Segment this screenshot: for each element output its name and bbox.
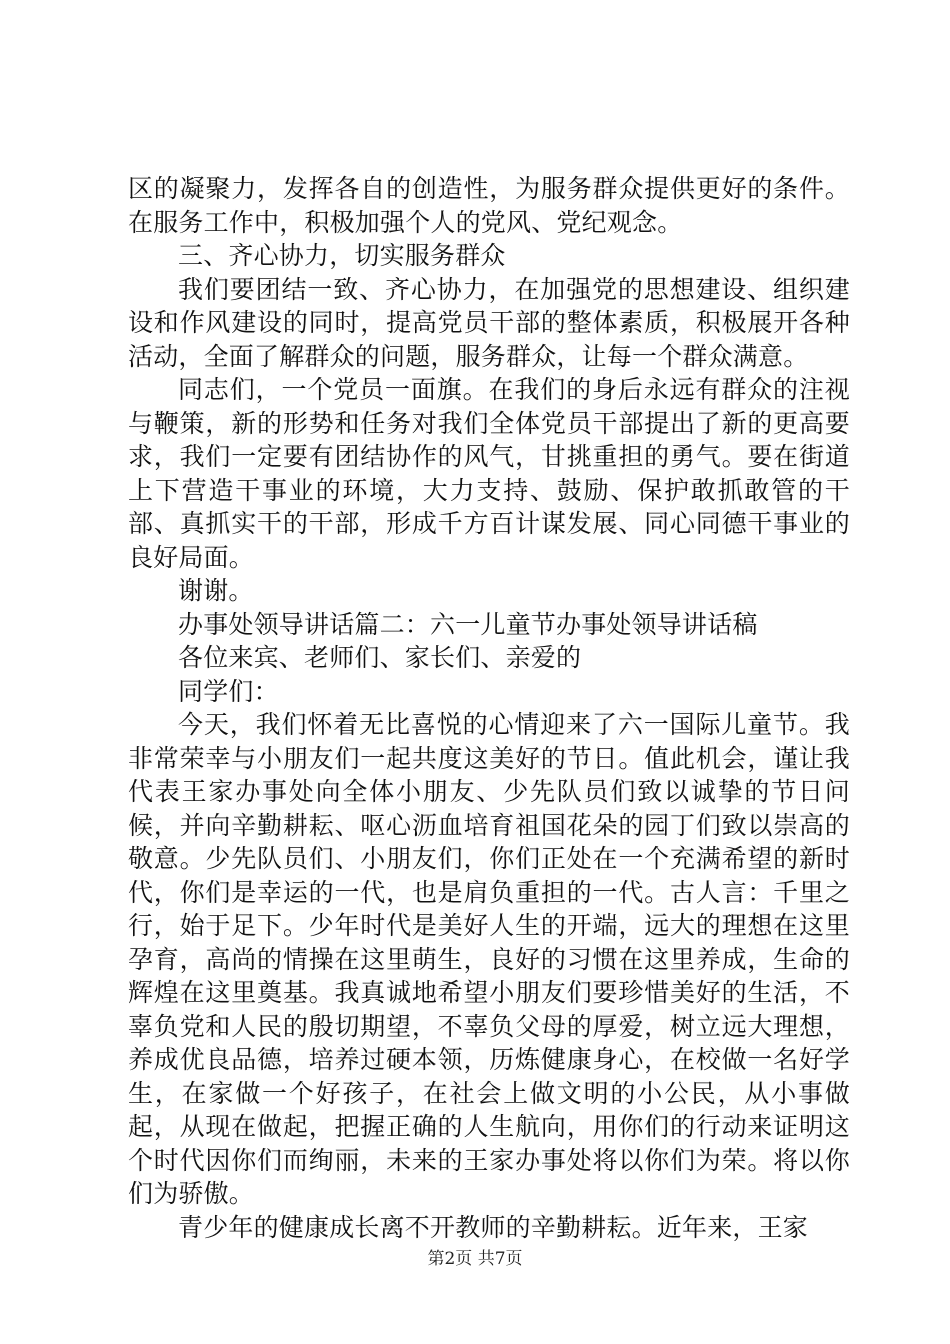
salutation-line-1: 各位来宾、老师们、家长们、亲爱的 xyxy=(178,643,582,672)
paragraph-4: 同志们，一个党员一面旗。在我们的身后永远有群众的注视与鞭策，新的形势和任务对我们全体党员干部提出了新的更高要求，我们一定要有团结协作的风气，甘挑重担的勇气。要在街道上下营造干事业的环境，大力支持、鼓励、保护敢抓敢管的干部、真抓实干的干部，形成千方百计谋发展、同心同德干事业的良好局面。 xyxy=(128,375,850,572)
section-heading: 三、齐心协力，切实服务群众 xyxy=(178,241,506,270)
paragraph-10: 青少年的健康成长离不开教师的辛勤耕耘。近年来，王家 xyxy=(178,1212,809,1242)
paragraph-9: 今天，我们怀着无比喜悦的心情迎来了六一国际儿童节。我非常荣幸与小朋友们一起共度这美好的节日。值此机会，谨让我代表王家办事处向全体小朋友、少先队员们致以诚挚的节日问候，并向辛勤耕耘、呕心沥血培育祖国花朵的园丁们致以崇高的敬意。少先队员们、小朋友们，你们正处在一个充满希望的新时代，你们是幸运的一代，也是肩负重担的一代。古人言：千里之行，始于足下。少年时代是美好人生的开端，远大的理想在这里孕育，高尚的情操在这里萌生，良好的习惯在这里养成，生命的辉煌在这里奠基。我真诚地希望小朋友们要珍惜美好的生活，不辜负党和人民的殷切期望，不辜负父母的厚爱，树立远大理想，养成优良品德，培养过硬本领，历炼健康身心，在校做一名好学生，在家做一个好孩子，在社会上做文明的小公民，从小事做起，从现在做起，把握正确的人生航向，用你们的行动来证明这个时代因你们而绚丽，未来的王家办事处将以你们为荣。将以你们为骄傲。 xyxy=(128,710,850,1208)
paragraph-1: 区的凝聚力，发挥各自的创造性，为服务群众提供更好的条件。在服务工作中，积极加强个人的党风、党纪观念。 xyxy=(128,174,850,237)
salutation-line-2: 同学们： xyxy=(178,676,279,706)
paragraph-thanks: 谢谢。 xyxy=(178,576,254,605)
page-number-footer: 第2页 共7页 xyxy=(427,1249,523,1269)
paragraph-3: 我们要团结一致、齐心协力，在加强党的思想建设、组织建设和作风建设的同时，提高党员干部的整体素质，积极展开各种活动，全面了解群众的问题，服务群众，让每一个群众满意。 xyxy=(128,274,850,371)
document-body xyxy=(128,172,850,1244)
article-title: 办事处领导讲话篇二：六一儿童节办事处领导讲话稿 xyxy=(178,609,758,639)
